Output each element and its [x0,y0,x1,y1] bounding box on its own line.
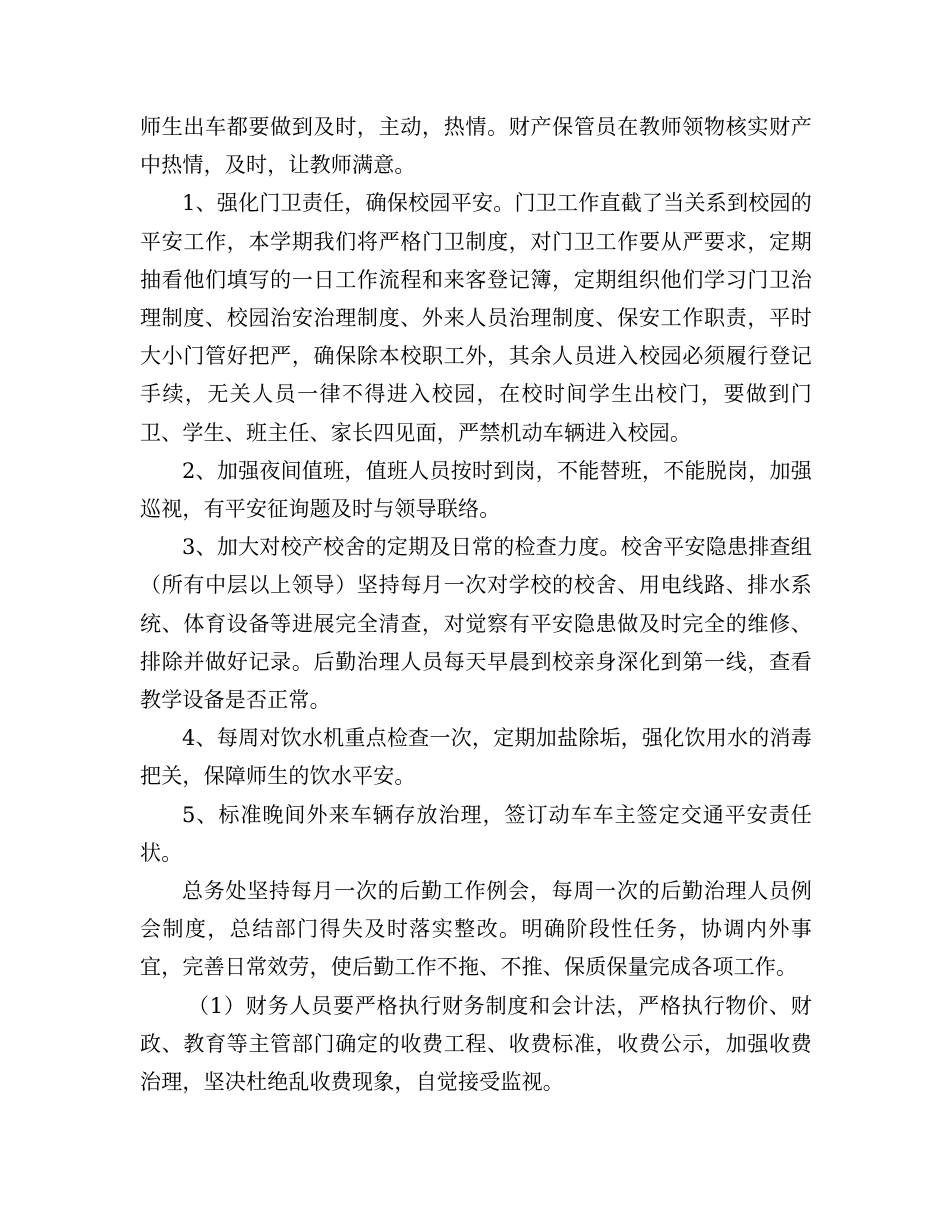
paragraph-item-2: 2、加强夜间值班，值班人员按时到岗，不能替班，不能脱岗，加强巡视，有平安征询题及时与领导联络。 [140,458,812,522]
document-body [140,108,812,1101]
paragraph-item-4: 4、每周对饮水机重点检查一次，定期加盐除垢，强化饮用水的消毒把关，保障师生的饮水平安。 [140,726,812,789]
paragraph-finance-1: （1）财务人员要严格执行财务制度和会计法，严格执行物价、财政、教育等主管部门确定的收费工程、收费标准，收费公示，加强收费治理，坚决杜绝乱收费现象，自觉接受监视。 [140,993,812,1095]
paragraph-continuation: 师生出车都要做到及时，主动，热情。财产保管员在教师领物核实财产中热情，及时，让教师满意。 [140,115,812,178]
paragraph-item-3: 3、加大对校产校舍的定期及日常的检查力度。校舍平安隐患排查组（所有中层以上领导）坚持每月一次对学校的校舍、用电线路、排水系统、体育设备等进展完全清查，对觉察有平安隐患做及时完全的维修、排除并做好记录。后勤治理人员每天早晨到校亲身深化到第一线，查看教学设备是否正常。 [140,535,812,713]
paragraph-general-affairs: 总务处坚持每月一次的后勤工作例会，每周一次的后勤治理人员例会制度，总结部门得失及时落实整改。明确阶段性任务，协调内外事宜，完善日常效劳，使后勤工作不拖、不推、保质保量完成各项工作。 [140,879,812,980]
paragraph-item-5: 5、标准晚间外来车辆存放治理，签订动车车主签定交通平安责任状。 [140,802,812,865]
paragraph-item-1: 1、强化门卫责任，确保校园平安。门卫工作直截了当关系到校园的平安工作，本学期我们将严格门卫制度，对门卫工作要从严要求，定期抽看他们填写的一日工作流程和来客登记簿，定期组织他们学习门卫治理制度、校园治安治理制度、外来人员治理制度、保安工作职责，平时大小门管好把严，确保除本校职工外，其余人员进入校园必须履行登记手续，无关人员一律不得进入校园，在校时间学生出校门，要做到门卫、学生、班主任、家长四见面，严禁机动车辆进入校园。 [140,191,812,445]
